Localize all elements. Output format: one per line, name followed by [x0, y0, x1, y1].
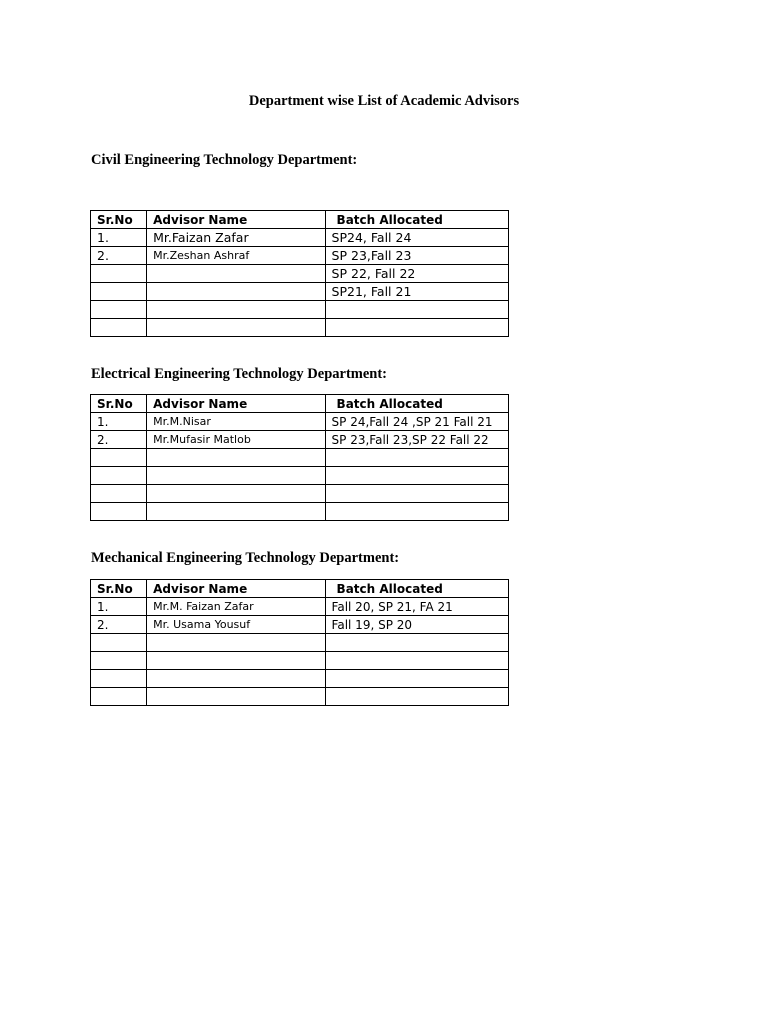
advisor-name-cell — [147, 449, 325, 467]
table-row — [91, 283, 509, 301]
sr-no-cell: 1. — [91, 598, 147, 616]
table-row — [91, 503, 509, 521]
batch-cell: SP21, Fall 21 — [325, 283, 508, 301]
sr-no-cell — [91, 467, 147, 485]
batch-cell: Fall 20, SP 21, FA 21 — [325, 598, 508, 616]
advisor-name-cell: Mr.M.Nisar — [147, 413, 325, 431]
advisor-name-cell — [147, 503, 325, 521]
batch-cell — [325, 485, 508, 503]
advisor-name-cell — [147, 688, 325, 706]
sr-no-cell — [91, 503, 147, 521]
table-header-row — [91, 580, 509, 598]
table-row — [91, 319, 509, 337]
table-row — [91, 467, 509, 485]
page-title: Department wise List of Academic Advisors — [248, 93, 520, 109]
sr-no-cell — [91, 265, 147, 283]
advisor-name-cell — [147, 670, 325, 688]
advisor-name-header: Advisor Name — [147, 395, 325, 413]
civil-dept-heading: Civil Engineering Technology Department: — [91, 152, 358, 168]
sr-no-cell: 2. — [91, 616, 147, 634]
advisor-name-cell: Mr.Mufasir Matlob — [147, 431, 325, 449]
sr-no-cell — [91, 652, 147, 670]
sr-no-cell: 2. — [91, 431, 147, 449]
batch-cell — [325, 467, 508, 485]
advisor-name-header: Advisor Name — [147, 211, 325, 229]
sr-no-header: Sr.No — [91, 211, 147, 229]
sr-no-cell — [91, 449, 147, 467]
batch-cell — [325, 634, 508, 652]
sr-no-header: Sr.No — [91, 395, 147, 413]
batch-allocated-header: Batch Allocated — [325, 580, 508, 598]
batch-cell: Fall 19, SP 20 — [325, 616, 508, 634]
batch-allocated-header: Batch Allocated — [325, 211, 508, 229]
batch-cell: SP 24,Fall 24 ,SP 21 Fall 21 — [325, 413, 508, 431]
mechanical-advisors-table — [90, 579, 509, 706]
sr-no-cell — [91, 283, 147, 301]
table-row — [91, 670, 509, 688]
advisor-name-cell: Mr.M. Faizan Zafar — [147, 598, 325, 616]
table-row — [91, 616, 509, 634]
table-row — [91, 652, 509, 670]
advisor-name-cell: Mr. Usama Yousuf — [147, 616, 325, 634]
advisor-name-cell — [147, 283, 325, 301]
table-row — [91, 634, 509, 652]
sr-no-cell: 2. — [91, 247, 147, 265]
batch-cell — [325, 670, 508, 688]
advisor-name-cell — [147, 319, 325, 337]
electrical-dept-heading: Electrical Engineering Technology Department: — [91, 366, 388, 382]
batch-cell — [325, 652, 508, 670]
batch-cell — [325, 301, 508, 319]
civil-advisors-table — [90, 210, 509, 337]
batch-cell: SP 23,Fall 23,SP 22 Fall 22 — [325, 431, 508, 449]
sr-no-cell — [91, 485, 147, 503]
sr-no-cell — [91, 301, 147, 319]
batch-cell — [325, 449, 508, 467]
batch-cell: SP 23,Fall 23 — [325, 247, 508, 265]
batch-cell: SP24, Fall 24 — [325, 229, 508, 247]
table-row — [91, 449, 509, 467]
advisor-name-cell: Mr.Faizan Zafar — [147, 229, 325, 247]
table-row — [91, 431, 509, 449]
table-row — [91, 301, 509, 319]
table-header-row — [91, 211, 509, 229]
table-row — [91, 413, 509, 431]
advisor-name-header: Advisor Name — [147, 580, 325, 598]
table-row — [91, 229, 509, 247]
sr-no-cell: 1. — [91, 229, 147, 247]
batch-allocated-header: Batch Allocated — [325, 395, 508, 413]
advisor-name-cell — [147, 467, 325, 485]
table-row — [91, 485, 509, 503]
advisor-name-cell — [147, 301, 325, 319]
sr-no-cell — [91, 634, 147, 652]
sr-no-cell — [91, 688, 147, 706]
advisor-name-cell: Mr.Zeshan Ashraf — [147, 247, 325, 265]
advisor-name-cell — [147, 265, 325, 283]
batch-cell — [325, 503, 508, 521]
table-row — [91, 688, 509, 706]
sr-no-cell: 1. — [91, 413, 147, 431]
advisor-name-cell — [147, 634, 325, 652]
advisor-name-cell — [147, 485, 325, 503]
batch-cell — [325, 319, 508, 337]
advisor-name-cell — [147, 652, 325, 670]
sr-no-cell — [91, 670, 147, 688]
table-row — [91, 247, 509, 265]
sr-no-header: Sr.No — [91, 580, 147, 598]
batch-cell: SP 22, Fall 22 — [325, 265, 508, 283]
electrical-advisors-table — [90, 394, 509, 521]
table-row — [91, 598, 509, 616]
table-header-row — [91, 395, 509, 413]
sr-no-cell — [91, 319, 147, 337]
batch-cell — [325, 688, 508, 706]
mechanical-dept-heading: Mechanical Engineering Technology Department: — [91, 550, 400, 566]
table-row — [91, 265, 509, 283]
